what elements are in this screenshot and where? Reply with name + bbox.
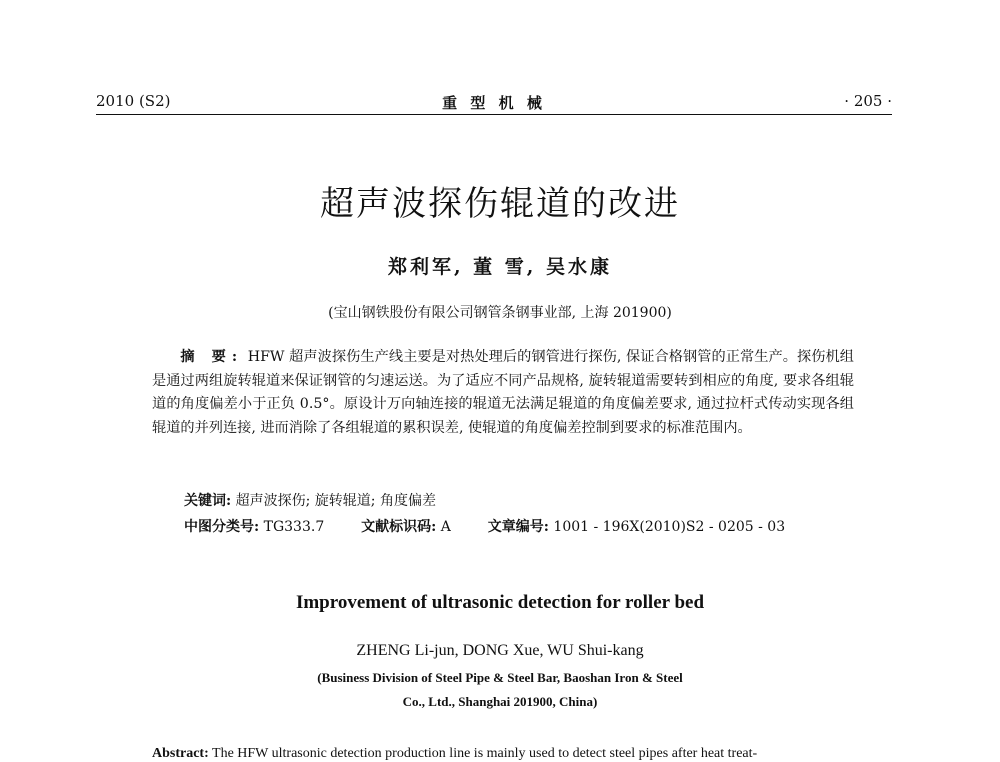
abstract-text: HFW 超声波探伤生产线主要是对热处理后的钢管进行探伤, 保证合格钢管的正常生产。探伤机组是通过两组旋转辊道来保证钢管的匀速运送。为了适应不同产品规格, 旋转辊道需要转到相应的角度, 要求各组辊道的角度偏差小于正负 0.5°。原设计万向轴连接的辊道无法满足辊道的角度偏差要求, 通过拉杆式传动实现各组辊道的并列连接, 进而消除了各组辊道的累积误差, 使辊道的角度偏差控制到要求的标准范围内。 xyxy=(152,349,854,436)
english-affiliation-line2: Co., Ltd., Shanghai 201900, China) xyxy=(402,694,598,709)
doc-code-value: A xyxy=(440,519,451,535)
author-list: 郑利军, 董 雪, 吴水康 xyxy=(387,256,613,278)
article-number-label: 文章编号: xyxy=(487,519,549,535)
english-abstract-label: Abstract: xyxy=(152,746,209,761)
english-authors: ZHENG Li-jun, DONG Xue, WU Shui-kang xyxy=(356,642,644,659)
issue-label: 2010 (S2) xyxy=(96,92,171,110)
keywords-text: 超声波探伤; 旋转辊道; 角度偏差 xyxy=(235,493,436,509)
article-number-value: 1001 - 196X(2010)S2 - 0205 - 03 xyxy=(553,519,786,535)
english-affiliation-line1: (Business Division of Steel Pipe & Steel Bar, Baoshan Iron & Steel xyxy=(317,670,683,685)
article-title: 超声波探伤辊道的改进 xyxy=(320,184,680,224)
abstract-label: 摘 要: xyxy=(180,349,244,365)
doc-code-label: 文献标识码: xyxy=(361,519,437,535)
clc-value: TG333.7 xyxy=(263,519,325,535)
abstract-paragraph xyxy=(152,346,854,440)
page-number: · 205 · xyxy=(844,92,892,110)
journal-name: 重 型 机 械 xyxy=(442,94,546,112)
clc-label: 中图分类号: xyxy=(184,519,260,535)
classification-line xyxy=(184,516,785,536)
english-abstract-text: The HFW ultrasonic detection production line is mainly used to detect steel pipes after heat treat- xyxy=(212,746,758,761)
english-title: Improvement of ultrasonic detection for roller bed xyxy=(295,592,705,613)
running-header xyxy=(96,88,892,115)
affiliation: (宝山钢铁股份有限公司钢管条钢事业部, 上海 201900) xyxy=(328,305,672,321)
keywords-line xyxy=(184,490,436,510)
keywords-label: 关键词: xyxy=(184,493,232,509)
